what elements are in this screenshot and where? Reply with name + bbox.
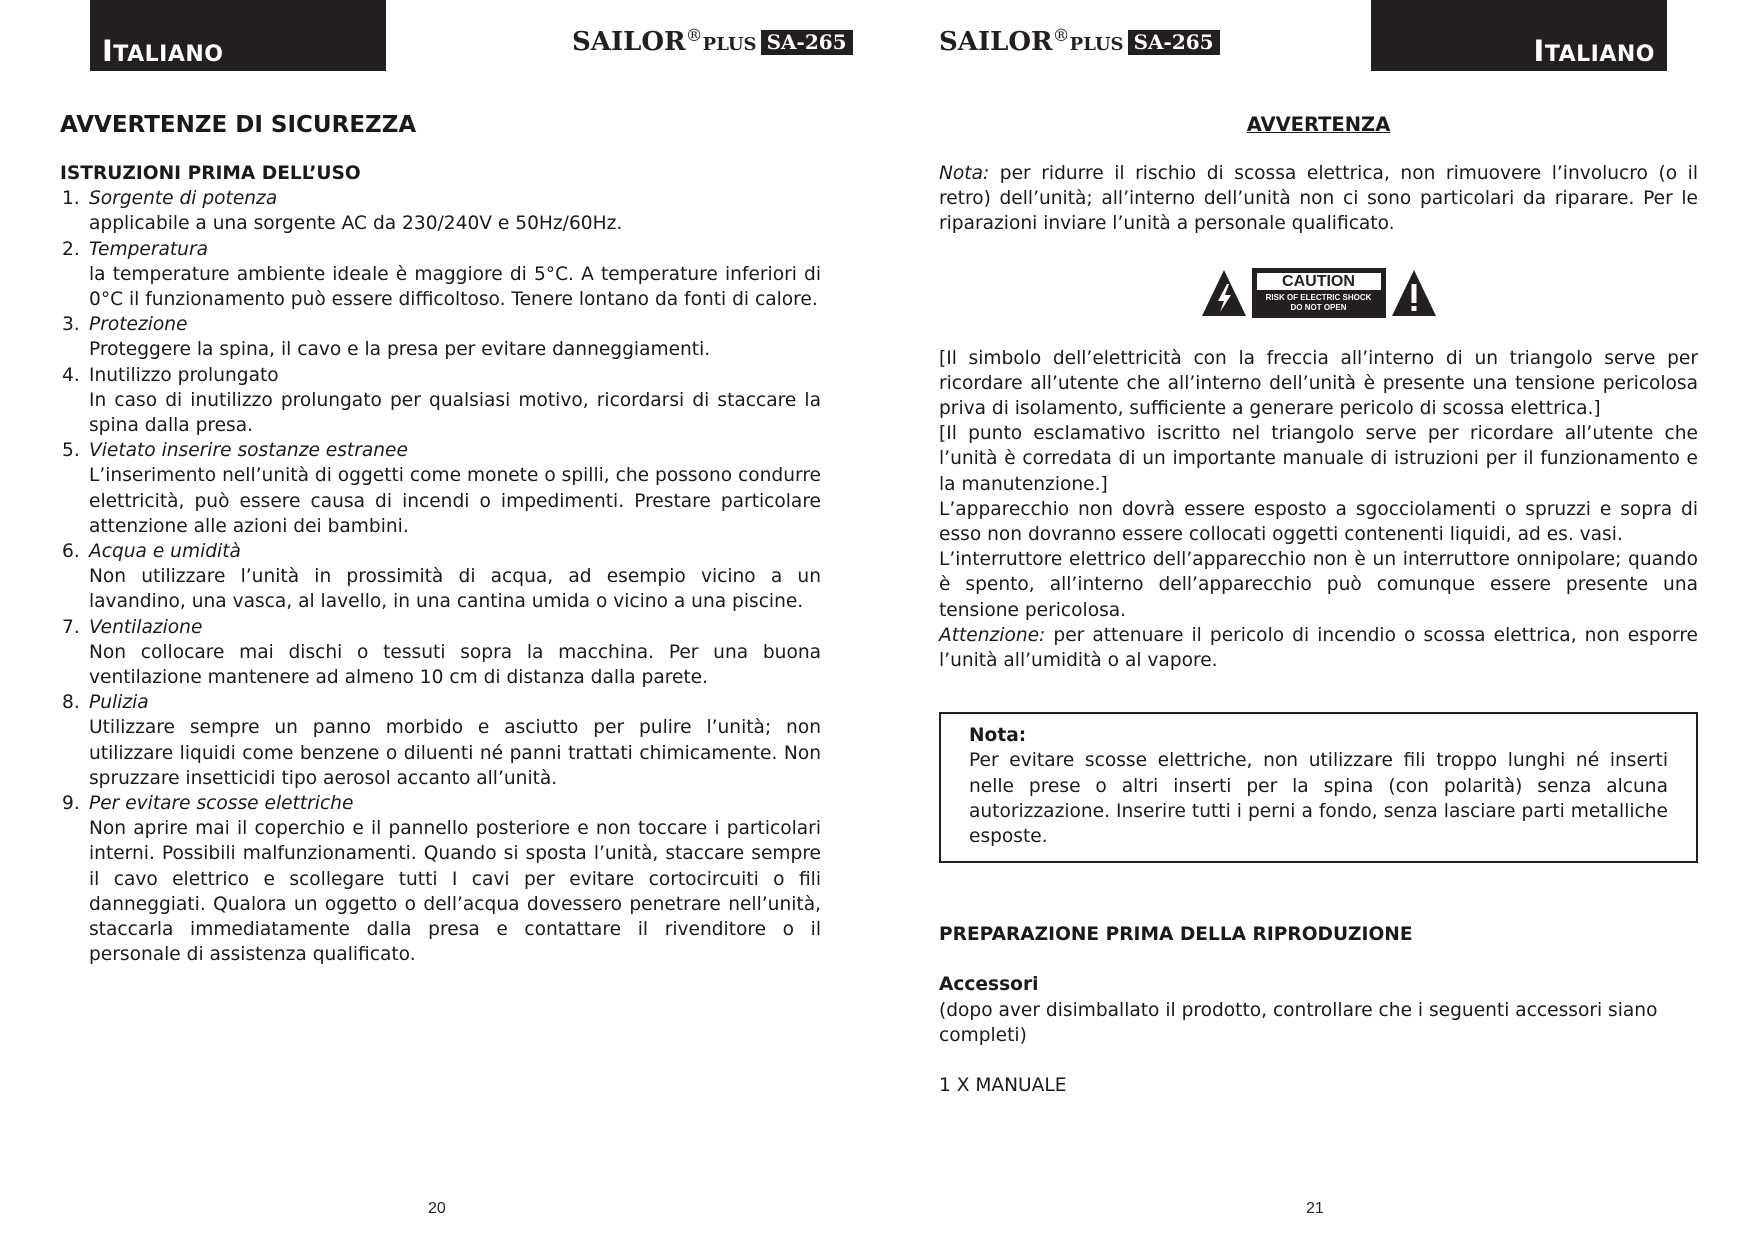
item-number: 2. (62, 238, 80, 260)
item-title: Vietato inserire sostanze estranee (89, 440, 408, 462)
item-title: Ventilazione (89, 616, 203, 638)
paragraph-drip: L’apparecchio non dovrà essere esposto a sgocciolamenti o spruzzi e sopra di esso non dovranno essere collocati oggetti contenenti liquidi, ad es. vasi. (939, 498, 1698, 546)
list-item (60, 791, 821, 967)
brand-logo (572, 26, 853, 57)
caution-subtext-2: DO NOT OPEN (1290, 302, 1347, 312)
item-text: Proteggere la spina, il cavo e la presa per evitare danneggiamenti. (89, 339, 711, 361)
nota-label: Nota: (939, 163, 990, 184)
brand-plus: PLUS (1069, 34, 1124, 55)
item-text: Non utilizzare l’unità in prossimità di acqua, ad esempio vicino a un lavandino, una vasca, al lavello, in una cantina umida o vicino a una piscine. (89, 566, 821, 613)
item-title: Inutilizzo prolungato (89, 364, 279, 386)
brand-name: SAILOR (572, 27, 686, 57)
item-title: Per evitare scosse elettriche (89, 793, 354, 815)
right-page (878, 0, 1755, 1241)
list-item (60, 690, 821, 791)
page-number: 21 (1306, 1200, 1324, 1217)
brand-logo (939, 26, 1220, 57)
note-box-text: Per evitare scosse elettriche, non utilizzare fili troppo lunghi né inserti nelle prese o altri inserti per la spina (con polarità) senza alcuna autorizzazione. Inserire tutti i perni a fondo, senza lasciare parti metalliche esposte. (969, 750, 1668, 848)
safety-title: AVVERTENZE DI SICUREZZA (60, 112, 417, 138)
attention-label: Attenzione: (939, 624, 1046, 646)
list-item (60, 539, 821, 615)
instructions-subtitle: ISTRUZIONI PRIMA DELL’USO (60, 163, 361, 184)
exclamation-triangle-icon (1390, 268, 1438, 318)
right-content (939, 109, 1698, 1098)
accessory-item: 1 X MANUALE (939, 1075, 1067, 1097)
brand-plus: PLUS (702, 34, 757, 55)
left-content (60, 109, 821, 968)
item-text: Non collocare mai dischi o tessuti sopra la macchina. Per una buona ventilazione mantenere ad almeno 10 cm di distanza dalla parete. (89, 641, 821, 689)
list-item (60, 363, 821, 439)
brand-registered: ® (1052, 26, 1070, 46)
item-title: Acqua e umidità (89, 541, 241, 563)
item-number: 9. (62, 793, 80, 815)
caution-subtext-1: RISK OF ELECTRIC SHOCK (1265, 292, 1372, 302)
attention-text: per attenuare il pericolo di incendio o scossa elettrica, non esporre l’unità all’umidità o al vapore. (939, 624, 1698, 672)
item-number: 4. (62, 364, 80, 386)
list-item (60, 615, 821, 691)
caution-text: CAUTION (1257, 273, 1381, 290)
nota-paragraph (939, 161, 1698, 237)
item-number: 5. (62, 440, 80, 462)
paragraph-symbol-electric: [Il simbolo dell’elettricità con la freccia all’interno di un triangolo serve per ricordare all’utente che all’interno dell’unità è presente una tensione pericolosa priva di isolamento, sufficiente a generare pericolo di scossa elettrica.] (939, 347, 1698, 420)
list-item (60, 438, 821, 539)
warning-title: AVVERTENZA (1246, 113, 1391, 136)
language-tab (1371, 0, 1667, 71)
list-item (60, 312, 821, 362)
paragraph-switch: L’interruttore elettrico dell’apparecchio non è un interruttore onnipolare; quando è spento, all’interno dell’apparecchio può comunque essere presente una tensione pericolosa. (939, 549, 1698, 621)
language-rest: TALIANO (1544, 42, 1655, 67)
accessories-title: Accessori (939, 974, 1039, 996)
item-text: L’inserimento nell’unità di oggetti come monete o spilli, che possono condurre elettricità, può essere causa di incendi o impedimenti. Prestare particolare attenzione alle azioni dei bambini. (89, 465, 821, 537)
item-title: Sorgente di potenza (89, 188, 278, 210)
prep-title: PREPARAZIONE PRIMA DELLA RIPRODUZIONE (939, 924, 1413, 946)
item-text: applicabile a una sorgente AC da 230/240V e 50Hz/60Hz. (89, 213, 623, 235)
paragraph-symbol-exclamation: [Il punto esclamativo iscritto nel triangolo serve per ricordare all’utente che l’unità è corredata di un importante manuale di istruzioni per il funzionamento e la manutenzione.] (939, 423, 1698, 495)
page-number: 20 (428, 1200, 446, 1217)
item-number: 8. (62, 692, 80, 714)
attention-paragraph (939, 623, 1698, 673)
item-number: 6. (62, 541, 80, 563)
accessories-text: (dopo aver disimballato il prodotto, controllare che i seguenti accessori siano completi) (939, 999, 1658, 1046)
list-item (60, 186, 821, 236)
language-initial: I (102, 34, 114, 68)
item-text: In caso di inutilizzo prolungato per qualsiasi motivo, ricordarsi di staccare la spina dalla presa. (89, 389, 821, 437)
item-number: 3. (62, 314, 80, 336)
safety-list (60, 186, 821, 967)
item-text: Non aprire mai il coperchio e il pannello posteriore e non toccare i particolari interni. Possibili malfunzionamenti. Quando si sposta l’unità, staccare sempre il cavo elettrico e scollegare tutti I cavi per evitare cortocircuiti o fili danneggiati. Qualora un oggetto o dell’acqua dovessero penetrare nell’unità, staccarla immediatamente dalla presa e contattare il rivenditore o il personale di assistenza qualificato. (89, 818, 821, 966)
model-badge: SA-265 (1128, 30, 1220, 55)
language-rest: TALIANO (113, 42, 224, 67)
language-initial: I (1533, 34, 1545, 68)
model-badge: SA-265 (761, 30, 853, 55)
item-number: 1. (62, 188, 80, 210)
caution-label-graphic (939, 266, 1698, 320)
list-item (60, 237, 821, 313)
electric-shock-triangle-icon (1200, 268, 1248, 318)
language-tab (90, 0, 386, 71)
item-text: Utilizzare sempre un panno morbido e asciutto per pulire l’unità; non utilizzare liquidi come benzene o diluenti né panni trattati chimicamente. Non spruzzare insetticidi tipo aerosol accanto all’unità. (89, 717, 821, 789)
nota-text: per ridurre il rischio di scossa elettrica, non rimuovere l’involucro (o il retro) dell’unità; all’interno dell’unità non ci sono particolari da riparare. Per le riparazioni inviare l’unità a personale qualificato. (939, 163, 1698, 235)
item-title: Pulizia (89, 692, 149, 714)
item-number: 7. (62, 616, 80, 638)
item-title: Protezione (89, 314, 188, 336)
brand-registered: ® (685, 26, 703, 46)
caution-box (1252, 268, 1386, 318)
item-title: Temperatura (89, 238, 209, 260)
left-page (0, 0, 877, 1241)
note-box-title: Nota: (969, 725, 1027, 747)
note-box (939, 712, 1698, 863)
brand-name: SAILOR (939, 27, 1053, 57)
item-text: la temperature ambiente ideale è maggiore di 5°C. A temperature inferiori di 0°C il funzionamento può essere difficoltoso. Tenere lontano da fonti di calore. (89, 263, 821, 311)
